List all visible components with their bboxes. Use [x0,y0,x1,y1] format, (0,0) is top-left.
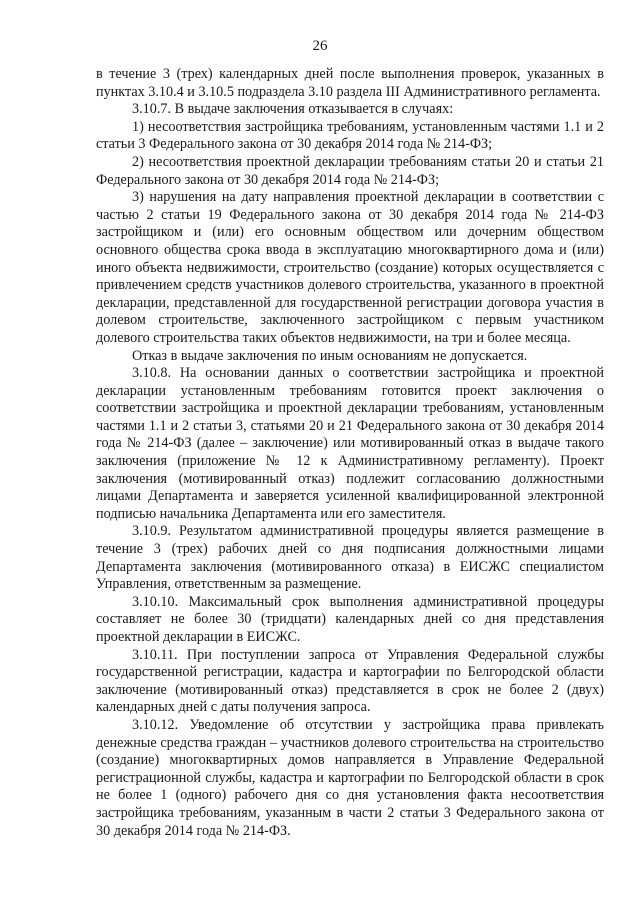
paragraph-refusal-note: Отказ в выдаче заключения по иным основаниям не допускается. [132,347,528,364]
list-item-1: 1) несоответствия застройщика требованиям, установленным частями 1.1 и 2 статьи 3 Федерального закона от 30 декабря 2014 года № 214-ФЗ; [96,118,604,153]
paragraph-3-10-11: 3.10.11. При поступлении запроса от Управления Федеральной службы государственной регистрации, кадастра и картографии по Белгородской области заключение (мотивированный отказ) представляется в срок не более 2 (двух) календарных дней с даты получения запроса. [96,646,604,716]
document-body [96,66,604,840]
paragraph-3-10-9: 3.10.9. Результатом административной процедуры является размещение в течение 3 (трех) рабочих дней со дня подписания должностными лицами Департамента заключения (мотивированного отказа) в ЕИСЖС специалистом Управления, ответственным за размещение. [96,523,604,593]
list-item-3: 3) нарушения на дату направления проектной декларации в соответствии с частью 2 статьи 19 Федерального закона от 30 декабря 2014 года № 214-ФЗ застройщиком и (или) его основным обществом или дочерним обществом основного общества срока ввода в эксплуатацию многоквартирного дома и (или) иного объекта недвижимости, строительство (создание) которых осуществляется с привлечением средств участников долевого строительства, указанного в проектной декларации, представленной для государственной регистрации договора участия в долевом строительстве, заключенного застройщиком с первым участником долевого строительства таких объектов недвижимости, на три и более месяца. [96,189,604,346]
paragraph-3-10-10: 3.10.10. Максимальный срок выполнения административной процедуры составляет не более 30 (тридцати) календарных дней со дня представления проектной декларации в ЕИСЖС. [96,593,604,645]
paragraph-3-10-12: 3.10.12. Уведомление об отсутствии у застройщика права привлекать денежные средства граждан – участников долевого строительства на строительство (создание) многоквартирных домов направляется в Управление Федеральной регистрационной службы, кадастра и картографии по Белгородской области в срок не более 1 (одного) рабочего дня со дня установления факта несоответствия застройщика требованиям, указанным в части 2 статьи 3 Федерального закона от 30 декабря 2014 года № 214-ФЗ. [96,716,604,839]
paragraph-3-10-8: 3.10.8. На основании данных о соответствии застройщика и проектной декларации установленным требованиям готовится проект заключения о соответствии застройщика и проектной декларации требованиям, установленным частями 1.1 и 2 статьи 3, статьями 20 и 21 Федерального закона от 30 декабря 2014 года № 214-ФЗ (далее – заключение) или мотивированный отказ в выдаче такого заключения (приложение № 12 к Административному регламенту). Проект заключения (мотивированный отказ) подлежит согласованию должностными лицами Департамента и заверяется усиленной квалифицированной электронной подписью начальника Департамента или его заместителя. [96,365,604,522]
list-item-2: 2) несоответствия проектной декларации требованиям статьи 20 и статьи 21 Федерального закона от 30 декабря 2014 года № 214-ФЗ; [96,153,604,188]
paragraph-continuation: в течение 3 (трех) календарных дней после выполнения проверок, указанных в пунктах 3.10.4 и 3.10.5 подраздела 3.10 раздела III Административного регламента. [96,66,604,100]
paragraph-3-10-7: 3.10.7. В выдаче заключения отказывается в случаях: [132,101,454,118]
page-number: 26 [312,38,328,54]
